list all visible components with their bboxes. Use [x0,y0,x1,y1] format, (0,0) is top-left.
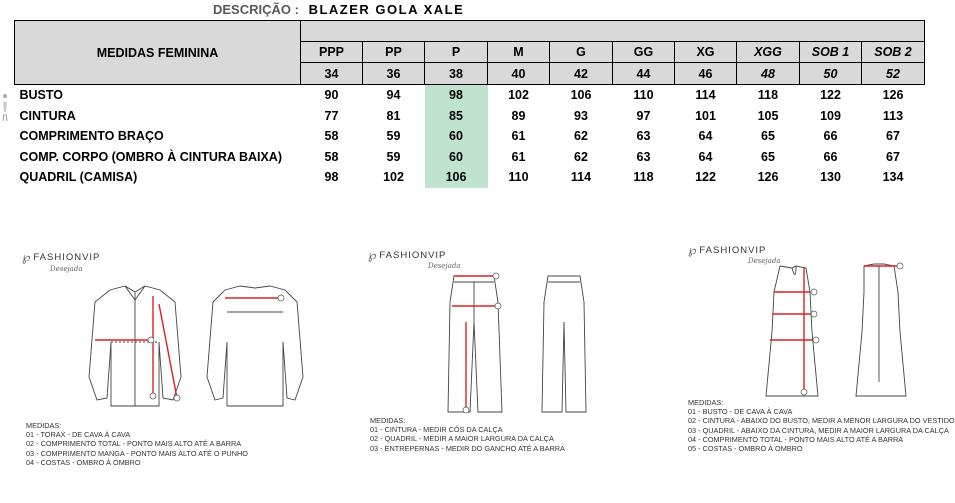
size-number: 50 [800,63,862,85]
measurement-value: 66 [800,126,862,147]
measurement-value: 62 [550,147,613,168]
measurement-value: 66 [800,147,862,168]
legend-line: 05 - COSTAS - OMBRO À OMBRO [688,444,803,454]
legend-line: 03 - ENTREPERNAS - MEDIR DO GANCHO ATÉ A BARRA [370,443,565,453]
brand-logo [368,248,446,262]
brand-name: FASHIONVIP [33,251,101,263]
measurement-value: 64 [675,147,737,168]
measurement-value: 65 [737,126,800,147]
measurement-value: 97 [613,106,675,127]
size-number: 52 [862,63,925,85]
measurement-name: CINTURA [15,106,301,127]
measurement-value: 81 [363,106,425,127]
legend-line: 03 - COMPRIMENTO MANGA - PONTO MAIS ALTO ATÉ O PUNHO [26,448,248,458]
measurement-value: 122 [800,85,862,106]
brand-name: FASHIONVIP [699,244,767,256]
dress-legend [688,398,955,453]
product-name: BLAZER GOLA XALE [308,2,465,17]
fashionvip-logo-icon: ℘ [22,250,32,264]
size-number: 38 [425,63,488,85]
measurement-value: 64 [675,126,737,147]
legend-line: 03 - QUADRIL - ABAIXO DA CINTURA, MEDIR A MAIOR LARGURA DA CALÇA [688,425,949,435]
measurement-value: 102 [363,167,425,188]
size-number: 34 [301,63,363,85]
measurement-value: 98 [425,85,488,106]
size-number: 48 [737,63,800,85]
measurement-value: 110 [488,167,550,188]
measurement-value: 101 [675,106,737,127]
size-number: 36 [363,63,425,85]
measurement-value: 58 [301,126,363,147]
fashionvip-logo-icon: ℘ [688,243,698,257]
person-icon [1,92,9,122]
legend-line: 04 - COSTAS - OMBRO À OMBRO [26,457,141,467]
size-label: PPP [301,42,363,63]
measurement-value: 122 [675,167,737,188]
measurement-name: COMPRIMENTO BRAÇO [15,126,301,147]
measurement-value: 102 [488,85,550,106]
measurement-value: 58 [301,147,363,168]
measurement-value: 106 [550,85,613,106]
measurement-name: COMP. CORPO (OMBRO À CINTURA BAIXA) [15,147,301,168]
brand-name: FASHIONVIP [379,249,447,261]
measurement-name: BUSTO [15,85,301,106]
legend-line: 01 - CINTURA - MEDIR CÓS DA CALÇA [370,425,503,435]
legend-line: MEDIDAS: [688,398,724,407]
size-number: 40 [488,63,550,85]
legend-line: 02 - QUADRIL - MEDIR A MAIOR LARGURA DA CALÇA [370,434,554,444]
size-label: SOB 1 [800,42,862,63]
measurement-value: 110 [613,85,675,106]
size-label: P [425,42,488,63]
measurement-value: 85 [425,106,488,127]
measurement-value: 59 [363,126,425,147]
measurement-value: 63 [613,126,675,147]
measurement-name: QUADRIL (CAMISA) [15,167,301,188]
measurement-row [15,85,925,106]
measurement-value: 60 [425,126,488,147]
size-label: PP [363,42,425,63]
header-blank-row [301,21,925,42]
measurement-value: 106 [425,167,488,188]
measurement-value: 63 [613,147,675,168]
legend-line: 04 - COMPRIMENTO TOTAL - PONTO MAIS ALTO ATÉ A BARRA [688,434,904,444]
measurement-value: 118 [737,85,800,106]
measurement-value: 126 [737,167,800,188]
measurement-value: 67 [862,147,925,168]
measurement-row [15,106,925,127]
legend-line: MEDIDAS: [370,416,406,425]
brand-subtitle: Desejada [50,265,83,273]
measurement-row [15,126,925,147]
size-label: M [488,42,550,63]
size-label: XGG [737,42,800,63]
measurement-value: 109 [800,106,862,127]
size-label: G [550,42,613,63]
fashionvip-logo-icon: ℘ [368,248,378,262]
measurement-value: 113 [862,106,925,127]
measurement-value: 114 [675,85,737,106]
measurement-value: 65 [737,147,800,168]
measurement-value: 134 [862,167,925,188]
measurement-value: 118 [613,167,675,188]
size-label: XG [675,42,737,63]
brand-logo [688,243,766,257]
size-number: 46 [675,63,737,85]
size-number: 44 [613,63,675,85]
brand-subtitle: Desejada [748,257,781,265]
measurement-value: 94 [363,85,425,106]
measurement-value: 62 [550,126,613,147]
measurement-value: 114 [550,167,613,188]
table-title: MEDIDAS FEMININA [15,21,301,85]
legend-line: 02 - COMPRIMENTO TOTAL - PONTO MAIS ALTO ATÉ A BARRA [26,439,242,449]
measurement-value: 93 [550,106,613,127]
measurement-value: 90 [301,85,363,106]
measurement-value: 59 [363,147,425,168]
description-header [213,2,464,17]
size-number: 42 [550,63,613,85]
legend-line: 02 - CINTURA - ABAIXO DO BUSTO, MEDIR A MENOR LARGURA DO VESTIDO [688,416,955,426]
pants-legend [370,416,565,453]
legend-line: MEDIDAS: [26,421,62,430]
size-label: SOB 2 [862,42,925,63]
shirt-legend [26,421,248,467]
size-chart-table [14,20,925,188]
legend-line: 01 - BUSTO - DE CAVA À CAVA [688,407,793,417]
measurement-value: 105 [737,106,800,127]
shirt-illustration [55,282,305,412]
measurement-value: 61 [488,147,550,168]
brand-logo [22,250,100,264]
measurement-value: 98 [301,167,363,188]
pants-illustration [440,272,590,417]
legend-line: 01 - TORAX - DE CAVA À CAVA [26,430,131,440]
brand-subtitle: Desejada [428,262,461,270]
measurement-value: 126 [862,85,925,106]
dress-illustration [752,262,912,402]
size-label: GG [613,42,675,63]
measurement-value: 130 [800,167,862,188]
measurement-value: 89 [488,106,550,127]
measurement-value: 60 [425,147,488,168]
measurement-row [15,147,925,168]
measurement-value: 61 [488,126,550,147]
measurement-value: 77 [301,106,363,127]
measurement-row [15,167,925,188]
measurement-value: 67 [862,126,925,147]
description-label: DESCRIÇÃO : [213,2,299,17]
